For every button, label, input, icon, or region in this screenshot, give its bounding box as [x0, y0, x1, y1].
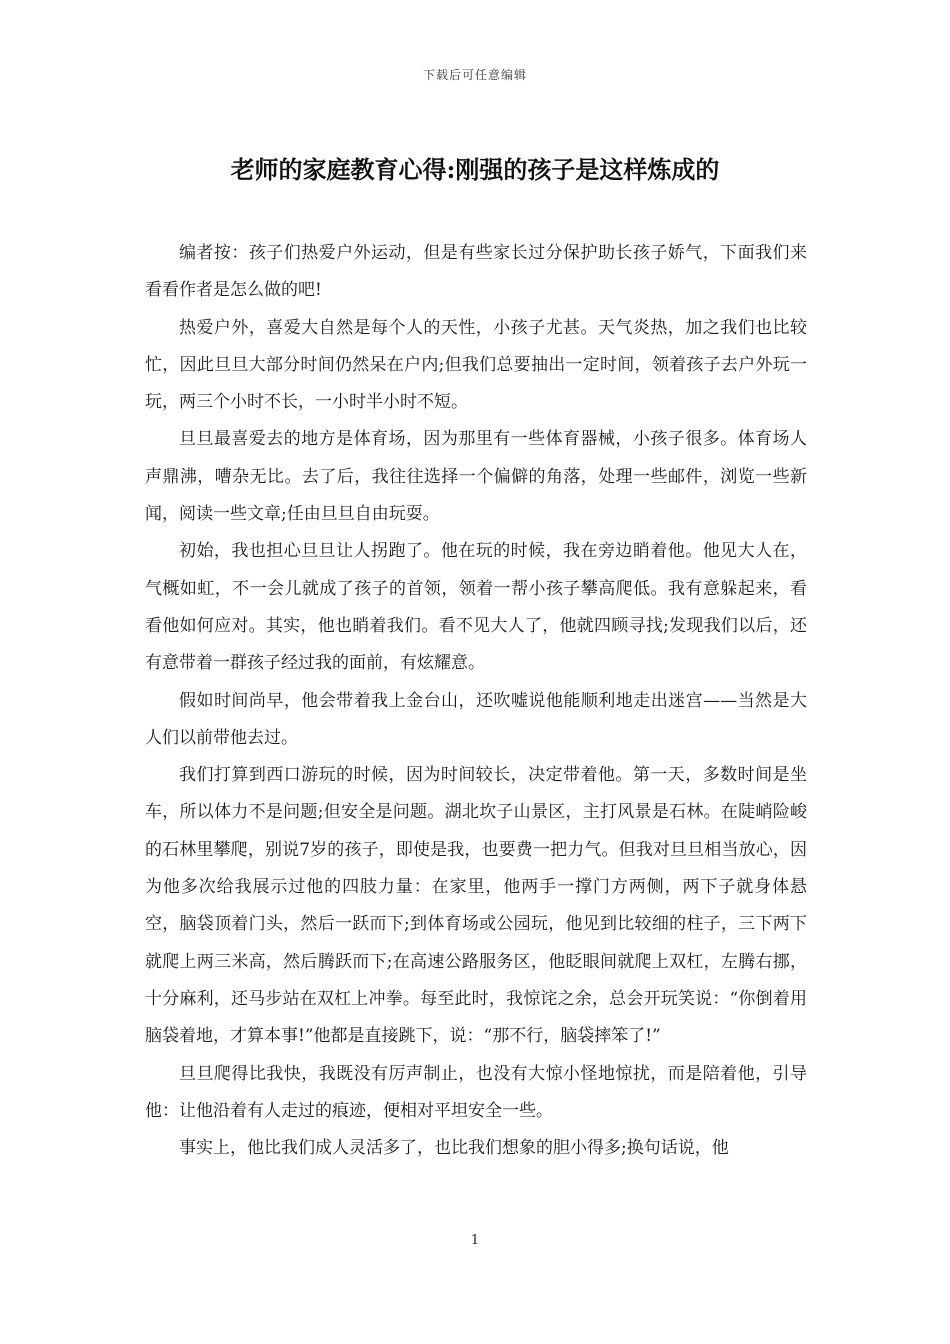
paragraph-editor-note: 编者按：孩子们热爱户外运动，但是有些家长过分保护助长孩子娇气，下面我们来看看作者是怎么做的吧!: [145, 243, 807, 301]
document-body: [145, 235, 807, 1167]
paragraph: 初始，我也担心旦旦让人拐跑了。他在玩的时候，我在旁边睄着他。他见大人在，气概如虹，不一会儿就成了孩子的首领，领着一帮小孩子攀高爬低。我有意躲起来，看看他如何应对。其实，他也睄着我们。看不见大人了，他就四顾寻找;发现我们以后，还有意带着一群孩子经过我的面前，有炫耀意。: [145, 541, 807, 674]
paragraph: 假如时间尚早，他会带着我上金台山，还吹嘘说他能顺利地走出迷宫——当然是大人们以前带他去过。: [145, 690, 807, 748]
header-note: 下载后可任意编辑: [422, 68, 527, 82]
page-title: 老师的家庭教育心得:刚强的孩子是这样炼成的: [230, 155, 720, 184]
paragraph: 我们打算到西口游玩的时候，因为时间较长，决定带着他。第一天，多数时间是坐车，所以体力不是问题;但安全是问题。湖北坎子山景区，主打风景是石林。在陡峭险峻的石林里攀爬，别说7岁的孩子，即使是我，也要费一把力气。但我对旦旦相当放心，因为他多次给我展示过他的四肢力量：在家里，他两手一撑门方两侧，两下子就身体悬空，脑袋顶着门头，然后一跃而下;到体育场或公园玩，他见到比较细的柱子，三下两下就爬上两三米高，然后腾跃而下;在高速公路服务区，他眨眼间就爬上双杠，左腾右挪，十分麻利，还马步站在双杠上冲拳。每至此时，我惊诧之余，总会开玩笑说：“你倒着用脑袋着地，才算本事!”他都是直接跳下，说：“那不行，脑袋摔笨了!”: [145, 765, 807, 1047]
paragraph: 热爱户外，喜爱大自然是每个人的天性，小孩子尤甚。天气炎热，加之我们也比较忙，因此旦旦大部分时间仍然呆在户内;但我们总要抽出一定时间，领着孩子去户外玩一玩，两三个小时不长，一小时半小时不短。: [145, 317, 807, 413]
page-number: 1: [470, 1233, 480, 1248]
paragraph: 旦旦最喜爱去的地方是体育场，因为那里有一些体育器械，小孩子很多。体育场人声鼎沸，嘈杂无比。去了后，我往往选择一个偏僻的角落，处理一些邮件，浏览一些新闻，阅读一些文章;任由旦旦自由玩耍。: [145, 429, 807, 525]
paragraph: 旦旦爬得比我快，我既没有厉声制止，也没有大惊小怪地惊扰，而是陪着他，引导他：让他沿着有人走过的痕迹，便相对平坦安全一些。: [145, 1063, 807, 1121]
paragraph: 事实上，他比我们成人灵活多了，也比我们想象的胆小得多;换句话说，他: [179, 1138, 729, 1159]
